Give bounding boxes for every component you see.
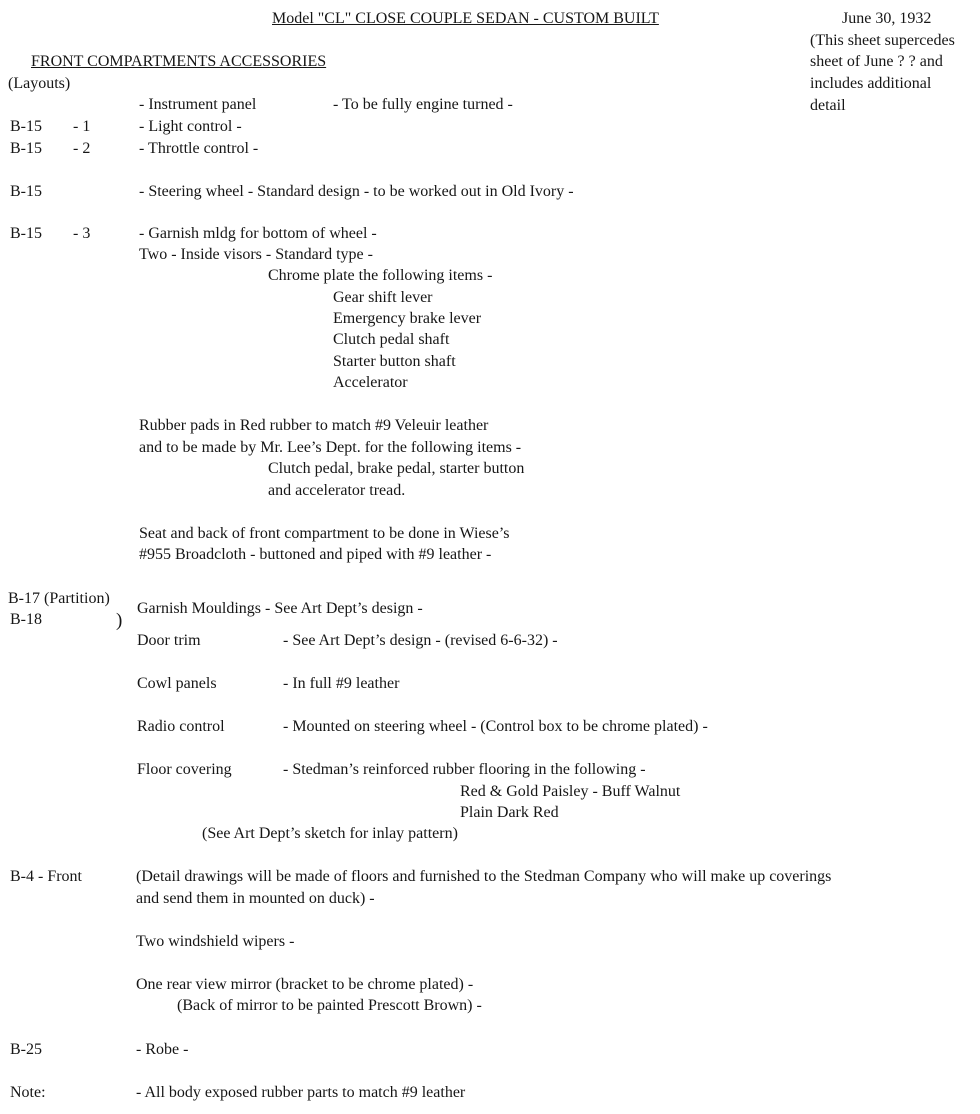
bracket-mark: ) <box>116 610 123 631</box>
chrome-plate-line: Chrome plate the following items - <box>268 267 493 284</box>
cowl-panels-label: Cowl panels <box>137 675 217 692</box>
chrome-item: Emergency brake lever <box>333 310 482 327</box>
layout-subcode: - 3 <box>73 225 91 242</box>
seat-back-line: Seat and back of front compartment to be done in Wiese’s <box>139 525 510 542</box>
rubber-parts-line: - All body exposed rubber parts to match #9 leather <box>136 1084 466 1101</box>
layout-code: B-15 <box>10 183 42 200</box>
cowl-panels-value: - In full #9 leather <box>283 675 400 692</box>
section-heading: FRONT COMPARTMENTS ACCESSORIES <box>31 53 327 70</box>
floor-covering-value: - Stedman’s reinforced rubber flooring in the following - <box>283 761 646 778</box>
instrument-panel-note: - To be fully engine turned - <box>333 96 513 113</box>
throttle-control-line: - Throttle control - <box>139 140 259 157</box>
section-subheading: (Layouts) <box>8 75 71 92</box>
document-date: June 30, 1932 <box>842 10 932 27</box>
wipers-line: Two windshield wipers - <box>136 933 295 950</box>
layout-code: B-4 - Front <box>10 868 82 885</box>
layout-code: B-15 <box>10 225 42 242</box>
supersede-note-line: includes additional <box>810 75 932 92</box>
rubber-pads-line: Rubber pads in Red rubber to match #9 Veleuir leather <box>139 417 489 434</box>
layout-code: B-25 <box>10 1041 42 1058</box>
instrument-panel-line: - Instrument panel <box>139 96 257 113</box>
supersede-note-line: (This sheet supercedes <box>810 32 955 49</box>
radio-control-label: Radio control <box>137 718 225 735</box>
garnish-mldg-line: - Garnish mldg for bottom of wheel - <box>139 225 377 242</box>
floor-note-line: (See Art Dept’s sketch for inlay pattern) <box>202 825 458 842</box>
rubber-pads-line: and to be made by Mr. Lee’s Dept. for the following items - <box>139 439 522 456</box>
robe-line: - Robe - <box>136 1041 189 1058</box>
rubber-item: Clutch pedal, brake pedal, starter button <box>268 460 525 477</box>
floor-option: Red & Gold Paisley - Buff Walnut <box>460 783 681 800</box>
layout-code: B-18 <box>10 611 42 628</box>
layout-code: B-15 <box>10 140 42 157</box>
chrome-item: Accelerator <box>333 374 408 391</box>
seat-back-line: #955 Broadcloth - buttoned and piped with #9 leather - <box>139 546 492 563</box>
detail-drawings-line: (Detail drawings will be made of floors and furnished to the Stedman Company who will make up coverings <box>136 868 832 885</box>
mirror-back-line: (Back of mirror to be painted Prescott Brown) - <box>177 997 482 1014</box>
mirror-line: One rear view mirror (bracket to be chrome plated) - <box>136 976 474 993</box>
rubber-item: and accelerator tread. <box>268 482 406 499</box>
supersede-note-line: sheet of June ? ? and <box>810 53 943 70</box>
floor-covering-label: Floor covering <box>137 761 232 778</box>
radio-control-value: - Mounted on steering wheel - (Control box to be chrome plated) - <box>283 718 708 735</box>
chrome-item: Starter button shaft <box>333 353 456 370</box>
garnish-mouldings-line: Garnish Mouldings - See Art Dept’s design - <box>137 600 423 617</box>
layout-subcode: - 1 <box>73 118 91 135</box>
note-label: Note: <box>10 1084 46 1101</box>
door-trim-value: - See Art Dept’s design - (revised 6-6-32) - <box>283 632 558 649</box>
inside-visors-line: Two - Inside visors - Standard type - <box>139 246 373 263</box>
supersede-note-line: detail <box>810 97 846 114</box>
floor-option: Plain Dark Red <box>460 804 559 821</box>
document-title: Model "CL" CLOSE COUPLE SEDAN - CUSTOM BUILT <box>272 10 659 27</box>
chrome-item: Gear shift lever <box>333 289 433 306</box>
layout-code: B-17 (Partition) <box>8 590 110 607</box>
steering-wheel-line: - Steering wheel - Standard design - to be worked out in Old Ivory - <box>139 183 574 200</box>
light-control-line: - Light control - <box>139 118 242 135</box>
door-trim-label: Door trim <box>137 632 201 649</box>
detail-drawings-line: and send them in mounted on duck) - <box>136 890 375 907</box>
chrome-item: Clutch pedal shaft <box>333 331 450 348</box>
layout-code: B-15 <box>10 118 42 135</box>
layout-subcode: - 2 <box>73 140 91 157</box>
